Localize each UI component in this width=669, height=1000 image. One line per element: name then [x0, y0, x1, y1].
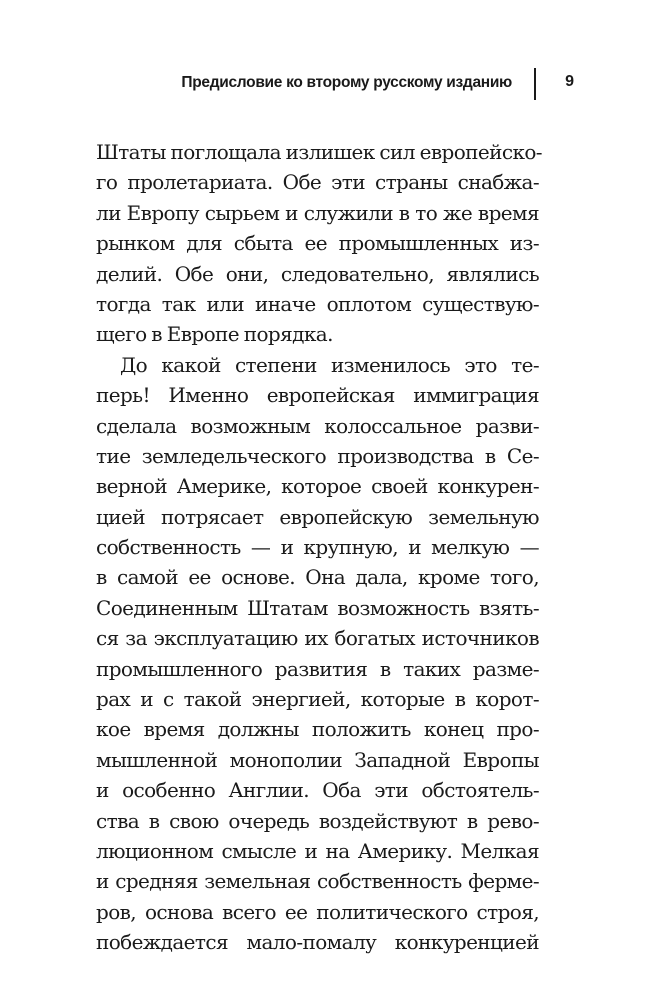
text-line: сделала возможным колоссальное разви-: [96, 413, 539, 438]
text-line: ства в свою очередь воздействуют в рево-: [96, 808, 539, 833]
text-line: тие земледельческого производства в Се-: [96, 443, 539, 468]
body-text: [96, 137, 542, 958]
header-divider: [534, 68, 536, 100]
running-header: [96, 68, 574, 102]
text-line: мышленной монополии Западной Европы: [96, 747, 539, 772]
text-line: в самой ее основе. Она дала, кроме того,: [96, 565, 539, 590]
text-line: люционном смысле и на Америку. Мелкая: [96, 838, 539, 863]
text-line: и средняя земельная собственность ферме-: [96, 869, 539, 894]
text-line: рах и с такой энергией, которые в корот-: [96, 687, 539, 712]
text-line: рынком для сбыта ее промышленных из-: [96, 231, 539, 256]
text-line: побеждается мало-помалу конкуренцией: [96, 930, 539, 955]
text-line: ров, основа всего ее политического строя,: [96, 899, 539, 924]
text-line: До какой степени изменилось это те-: [120, 352, 539, 377]
text-line: собственность — и крупную, и мелкую —: [96, 535, 539, 560]
text-line: перь! Именно европейская иммиграция: [96, 383, 539, 408]
text-line: ся за эксплуатацию их богатых источников: [96, 626, 539, 651]
text-line: промышленного развития в таких разме-: [96, 656, 539, 681]
text-line: делий. Обе они, следовательно, являлись: [96, 261, 539, 286]
text-line: тогда так или иначе оплотом существую-: [96, 291, 539, 316]
text-line: ли Европу сырьем и служили в то же время: [96, 200, 539, 225]
page-number: 9: [565, 73, 574, 90]
text-line: щего в Европе порядка.: [96, 322, 333, 347]
text-line: Соединенным Штатам возможность взять-: [96, 595, 539, 620]
running-title: Предисловие ко второму русскому изданию: [181, 74, 512, 91]
text-line: го пролетариата. Обе эти страны снабжа-: [96, 170, 539, 195]
text-line: верной Америке, которое своей конкурен-: [96, 474, 539, 499]
text-line: кое время должны положить конец про-: [96, 717, 539, 742]
text-line: Штаты поглощала излишек сил европейско-: [96, 140, 542, 164]
text-line: и особенно Англии. Оба эти обстоятель-: [96, 778, 539, 803]
text-line: цией потрясает европейскую земельную: [96, 504, 539, 529]
